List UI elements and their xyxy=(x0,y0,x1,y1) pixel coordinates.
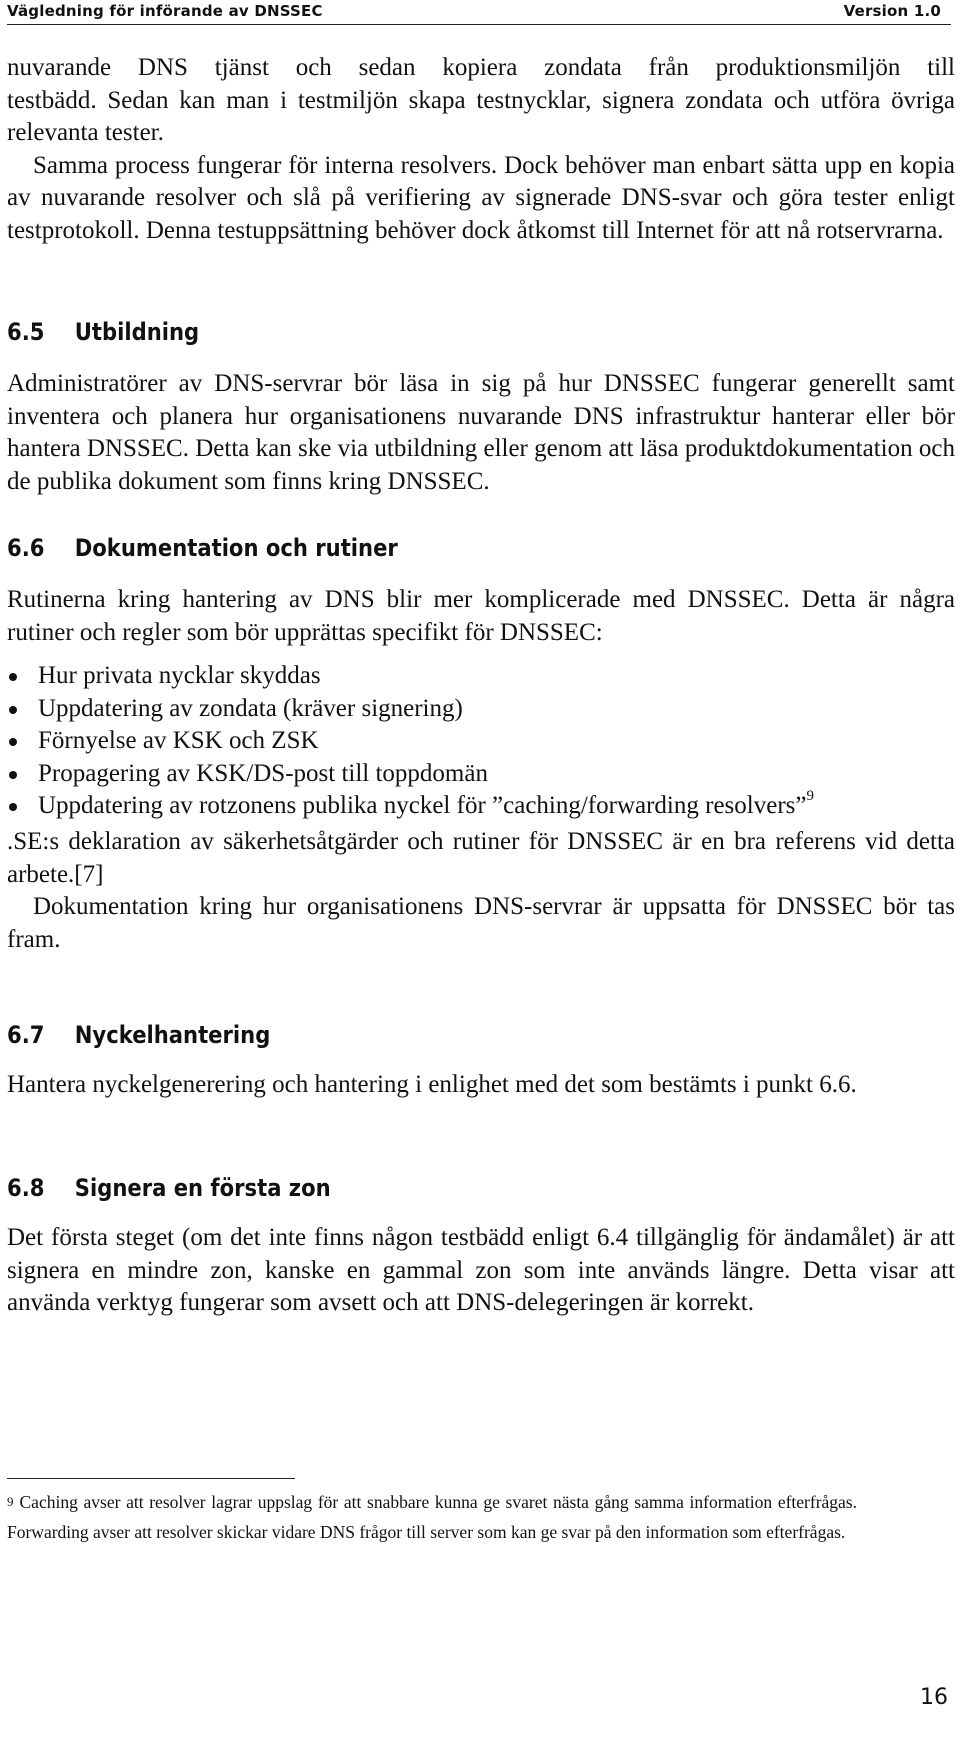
section-number: 6.6 xyxy=(7,534,45,562)
list-item: Hur privata nycklar skyddas xyxy=(7,660,955,693)
section-title: Dokumentation och rutiner xyxy=(74,534,398,562)
paragraph: Dokumentation kring hur organisationens DNS-servrar är uppsatta för DNSSEC bör tas fram. xyxy=(7,893,955,953)
footnote-rule xyxy=(7,1478,295,1479)
section-title: Signera en första zon xyxy=(74,1174,331,1202)
section-6-8-body xyxy=(7,1222,955,1320)
footnote-reference: 9 xyxy=(806,787,814,804)
running-header xyxy=(7,0,951,28)
paragraph: Hantera nyckelgenerering och hantering i enlighet med det som bestämts i punkt 6.6. xyxy=(7,1071,857,1098)
paragraph: .SE:s deklaration av säkerhetsåtgärder och rutiner för DNSSEC är en bra referens vid detta arbete.[7] xyxy=(7,828,955,888)
section-6-5-body xyxy=(7,368,955,498)
header-rule xyxy=(7,24,951,25)
bullet-icon xyxy=(9,771,17,779)
bullet-icon xyxy=(9,803,17,811)
paragraph: Administratörer av DNS-servrar bör läsa in sig på hur DNSSEC fungerar generellt samt inventera och planera hur organisationens nuvarande DNS infrastruktur hanterar eller bör hantera DNSSEC. Detta kan ske via utbildning eller genom att läsa produktdokumentation och de publika dokument som finns kring DNSSEC. xyxy=(7,370,955,495)
intro-text xyxy=(7,52,955,247)
section-6-6-body xyxy=(7,584,955,649)
section-heading-6-6 xyxy=(7,534,398,562)
footnote xyxy=(7,1488,857,1546)
intro-paragraph: testbädd. Sedan kan man i testmiljön skapa testnycklar, signera zondata och utföra övriga relevanta tester. xyxy=(7,86,955,146)
section-heading-6-8 xyxy=(7,1174,331,1202)
bullet-icon xyxy=(9,738,17,746)
list-item: Uppdatering av rotzonens publika nyckel för ”caching/forwarding resolvers”$^9$ xyxy=(7,790,955,823)
footnote-text: Caching avser att resolver lagrar uppslag för att snabbare kunna ge svaret nästa gång samma information efterfrågas. Forwarding avser att resolver skickar vidare DNS frågor till server som kan ge svar på den information som efterfrågas. xyxy=(7,1492,857,1542)
intro-paragraph-2: Samma process fungerar för interna resolvers. Dock behöver man enbart sätta upp en kopia av nuvarande resolver och slå på verifiering av signerade DNS-svar och göra tester enligt testprotokoll. Denna testuppsättning behöver dock åtkomst till Internet för att nå rotservrarna. xyxy=(7,151,955,244)
section-number: 6.8 xyxy=(7,1174,45,1202)
section-heading-6-7 xyxy=(7,1021,270,1049)
list-item: Förnyelse av KSK och ZSK xyxy=(7,725,955,758)
section-heading-6-5 xyxy=(7,318,199,346)
paragraph: Rutinerna kring hantering av DNS blir mer komplicerade med DNSSEC. Detta är några rutiner och regler som bör upprättas specifikt för DNSSEC: xyxy=(7,586,955,646)
paragraph: Det första steget (om det inte finns någon testbädd enligt 6.4 tillgänglig för ändamålet) är att signera en mindre zon, kanske en gammal zon som inte används längre. Detta visar att använda verktyg fungerar som avsett och att DNS-delegeringen är korrekt. xyxy=(7,1224,955,1316)
routine-list xyxy=(7,660,955,823)
header-title: Vägledning för införande av DNSSEC xyxy=(7,2,323,20)
section-6-6-after xyxy=(7,826,955,956)
bullet-icon xyxy=(9,706,17,714)
section-title: Nyckelhantering xyxy=(74,1021,271,1049)
page-number: 16 xyxy=(920,1685,948,1710)
intro-paragraph-line: nuvarande DNS tjänst och sedan kopiera zondata från produktionsmiljön till xyxy=(7,54,955,81)
section-title: Utbildning xyxy=(74,318,200,346)
section-number: 6.7 xyxy=(7,1021,45,1049)
section-6-7-body xyxy=(7,1069,955,1102)
footnote-number: 9 xyxy=(7,1494,14,1509)
header-version: Version 1.0 xyxy=(843,2,941,20)
list-item: Propagering av KSK/DS-post till toppdomän xyxy=(7,758,955,791)
section-number: 6.5 xyxy=(7,318,45,346)
bullet-icon xyxy=(9,673,17,681)
list-item: Uppdatering av zondata (kräver signering) xyxy=(7,693,955,726)
